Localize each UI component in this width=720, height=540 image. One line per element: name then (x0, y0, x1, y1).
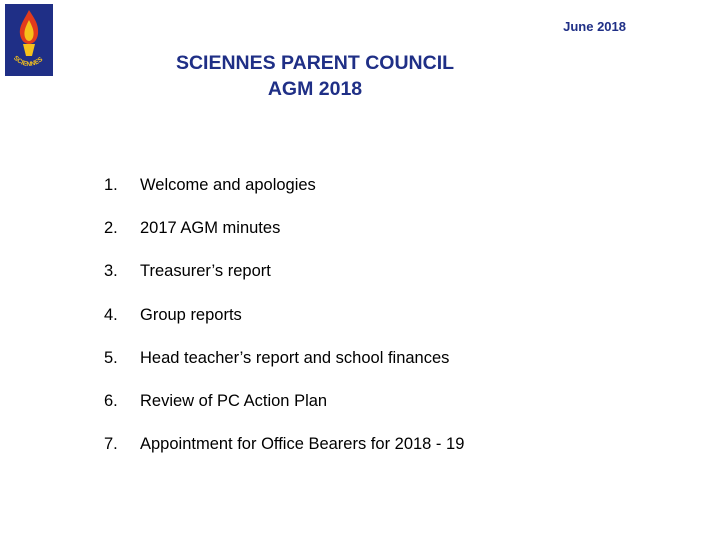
title-line-2: AGM 2018 (267, 78, 363, 100)
svg-text:SCIENNES: SCIENNES (12, 54, 45, 69)
agenda-item-label: Welcome and apologies (140, 176, 316, 194)
agenda-item (104, 215, 464, 258)
agenda-item-number: 4. (104, 305, 118, 324)
agenda-item-number: 3. (104, 262, 118, 281)
date-label: June 2018 (563, 19, 626, 34)
agenda-item-number: 5. (104, 348, 118, 367)
agenda-item (104, 258, 464, 301)
agenda-item-number: 1. (104, 176, 118, 194)
page-title (90, 50, 540, 102)
agenda-item-label: Review of PC Action Plan (140, 391, 328, 410)
agenda-item-number: 7. (104, 435, 118, 454)
agenda-item (104, 345, 464, 388)
school-crest-logo (5, 4, 53, 76)
agenda-item-number: 6. (104, 391, 118, 410)
agenda-list (104, 172, 464, 474)
title-line-1: SCIENNES PARENT COUNCIL (175, 52, 455, 74)
agenda-item-label: Appointment for Office Bearers for 2018 - 19 (140, 435, 465, 454)
agenda-item (104, 302, 464, 345)
agenda-item-label: Treasurer’s report (140, 262, 271, 281)
agenda-item-label: 2017 AGM minutes (140, 219, 281, 238)
agenda-item-label: Head teacher’s report and school finances (140, 348, 450, 367)
agenda-item-label: Group reports (140, 305, 242, 324)
agenda-item (104, 388, 464, 431)
agenda-item-number: 2. (104, 219, 118, 238)
flame-crest-icon (5, 4, 53, 76)
agenda-item (104, 431, 464, 474)
agenda-item (104, 172, 464, 215)
